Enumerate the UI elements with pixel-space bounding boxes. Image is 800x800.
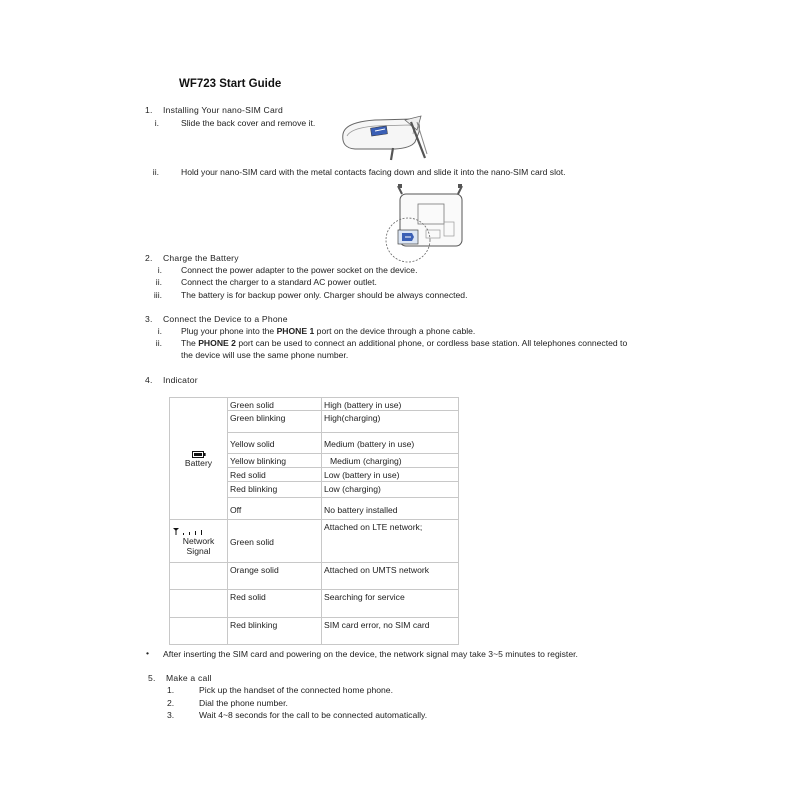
network-signal-cell [170, 520, 228, 563]
step-number: iii. [153, 290, 162, 300]
section-4-heading: Indicator [163, 375, 198, 385]
state-cell: Green blinking [228, 411, 322, 433]
section-1-heading: Installing Your nano-SIM Card [163, 105, 283, 115]
state-cell: Red solid [228, 468, 322, 482]
battery-label: Battery [184, 458, 213, 468]
battery-icon [192, 451, 206, 458]
step-number: ii. [152, 167, 159, 177]
battery-cell [170, 398, 228, 520]
step-text: Connect the charger to a standard AC power outlet. [181, 277, 377, 287]
step-text: Plug your phone into the PHONE 1 port on the device through a phone cable. [181, 326, 476, 336]
section-2-heading: Charge the Battery [163, 253, 239, 263]
section-1-number: 1. [145, 105, 153, 115]
step-text-continued: the device will use the same phone number. [181, 350, 349, 360]
meaning-cell: Medium (battery in use) [322, 433, 459, 454]
step-number: i. [154, 118, 159, 128]
step-number: 1. [167, 685, 175, 695]
meaning-cell: Low (charging) [322, 482, 459, 498]
state-cell: Off [228, 498, 322, 520]
step-text: Connect the power adapter to the power socket on the device. [181, 265, 418, 275]
signal-icon [172, 528, 225, 535]
bullet-icon: • [146, 648, 150, 658]
meaning-cell: No battery installed [322, 498, 459, 520]
indicator-table [169, 397, 459, 645]
sim-slot-illustration [384, 182, 476, 264]
state-cell: Red blinking [228, 482, 322, 498]
meaning-cell: SIM card error, no SIM card [322, 618, 459, 645]
step-text: The PHONE 2 port can be used to connect an additional phone, or cordless base station. All telephones connected to [181, 338, 628, 348]
state-cell: Green solid [228, 398, 322, 411]
state-cell: Yellow solid [228, 433, 322, 454]
empty-cell [170, 618, 228, 645]
section-3-heading: Connect the Device to a Phone [163, 314, 288, 324]
meaning-cell: Medium (charging) [322, 454, 459, 468]
step-number: 2. [167, 698, 175, 708]
network-label: Network [182, 536, 215, 546]
section-2-number: 2. [145, 253, 153, 263]
step-number: ii. [155, 277, 162, 287]
section-4-number: 4. [145, 375, 153, 385]
step-number: 3. [167, 710, 175, 720]
meaning-cell: High(charging) [322, 411, 459, 433]
step-text: The battery is for backup power only. Charger should be always connected. [181, 290, 468, 300]
step-text: Slide the back cover and remove it. [181, 118, 316, 128]
step-text: Dial the phone number. [199, 698, 288, 708]
state-cell: Red blinking [228, 618, 322, 645]
meaning-cell: Searching for service [322, 590, 459, 618]
meaning-cell: Low (battery in use) [322, 468, 459, 482]
state-cell: Orange solid [228, 563, 322, 590]
section-5-number: 5. [148, 673, 156, 683]
empty-cell [170, 590, 228, 618]
section-3-number: 3. [145, 314, 153, 324]
back-cover-illustration [335, 114, 445, 162]
state-cell: Red solid [228, 590, 322, 618]
step-number: i. [157, 265, 162, 275]
meaning-cell: Attached on LTE network; [322, 520, 459, 563]
step-text: Wait 4~8 seconds for the call to be connected automatically. [199, 710, 428, 720]
step-text: Hold your nano-SIM card with the metal contacts facing down and slide it into the nano-SIM card slot. [181, 167, 566, 177]
state-cell: Green solid [228, 520, 322, 563]
signal-label: Signal [186, 546, 211, 556]
step-number: i. [157, 326, 162, 336]
page-title: WF723 Start Guide [179, 78, 282, 90]
meaning-cell: Attached on UMTS network [322, 563, 459, 590]
empty-cell [170, 563, 228, 590]
step-number: ii. [155, 338, 162, 348]
state-cell: Yellow blinking [228, 454, 322, 468]
section-5-heading: Make a call [166, 673, 212, 683]
note-text: After inserting the SIM card and powering on the device, the network signal may take 3~5 minutes to register. [163, 649, 578, 659]
step-text: Pick up the handset of the connected home phone. [199, 685, 393, 695]
meaning-cell: High (battery in use) [322, 398, 459, 411]
